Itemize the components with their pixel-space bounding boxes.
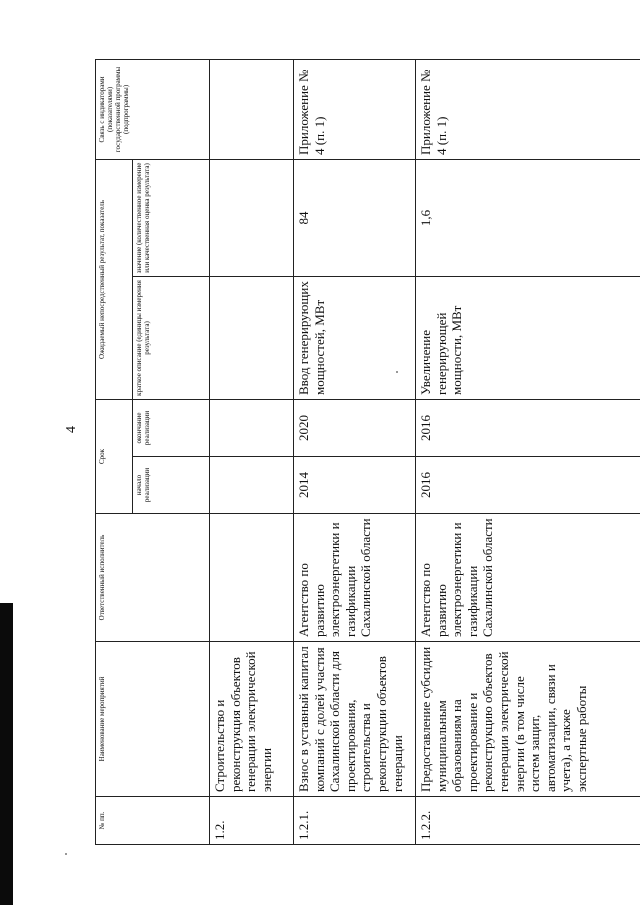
cell-desc: Увеличение генерирующей мощности, МВт [416, 276, 640, 399]
table-row [294, 59, 416, 844]
header-term-start: начало реализации [133, 457, 210, 514]
header-term: Срок [96, 399, 133, 513]
cell-desc: Ввод генерирующих мощностей, МВт [294, 276, 416, 399]
header-num: № пп. [96, 797, 210, 845]
cell-value: 1,6 [416, 159, 640, 276]
cell-name: Взнос в уставный капитал компаний с долей участия Сахалинской области для проектирования, строительства и реконструкции объектов генерации [294, 642, 416, 797]
cell-executor: Агентство по развитию электроэнергетики и газификации Сахалинской области [416, 514, 640, 642]
cell-start: 2014 [294, 457, 416, 514]
cell-num: 1.2. [210, 797, 294, 845]
rotated-table-container [95, 60, 635, 845]
header-link: Связь с индикаторами (показателями) государственной программы (подпрограммы) [96, 59, 210, 159]
cell-num: 1.2.1. [294, 797, 416, 845]
cell-link: Приложение № 4 (п. 1) [294, 59, 416, 159]
header-term-end: окончание реализации [133, 399, 210, 456]
header-result-value: значение (количественное измерение или качественная оценка результата) [133, 159, 210, 276]
cell-start [210, 457, 294, 514]
cell-name: Предоставление субсидии муниципальным образованиям на проектирование и реконструкцию объектов генерации электрической энергии (в том числе систем защит, автоматизации, связи и учета), а также экспертные работы [416, 642, 640, 797]
cell-num: 1.2.2. [416, 797, 640, 845]
header-result: Ожидаемый непосредственный результат, показатель [96, 159, 133, 399]
cell-end [210, 399, 294, 456]
header-result-desc: краткое описание (единицы измерения результата) [133, 276, 210, 399]
cell-link [210, 59, 294, 159]
scan-speck [65, 853, 67, 855]
cell-executor [210, 514, 294, 642]
table-row [416, 59, 640, 844]
scan-edge-shadow [0, 603, 13, 905]
cell-link: Приложение № 4 (п. 1) [416, 59, 640, 159]
cell-end: 2020 [294, 399, 416, 456]
cell-name: Строительство и реконструкция объектов генерации электрической энергии [210, 642, 294, 797]
cell-value [210, 159, 294, 276]
header-name: Наименование мероприятий [96, 642, 210, 797]
table-row [210, 59, 294, 844]
page-number: 4 [64, 426, 79, 433]
cell-desc [210, 276, 294, 399]
header-executor: Ответственный исполнитель [96, 514, 210, 642]
cell-executor: Агентство по развитию электроэнергетики и газификации Сахалинской области [294, 514, 416, 642]
cell-value: 84 [294, 159, 416, 276]
measures-table [95, 59, 640, 845]
cell-start: 2016 [416, 457, 640, 514]
cell-end: 2016 [416, 399, 640, 456]
